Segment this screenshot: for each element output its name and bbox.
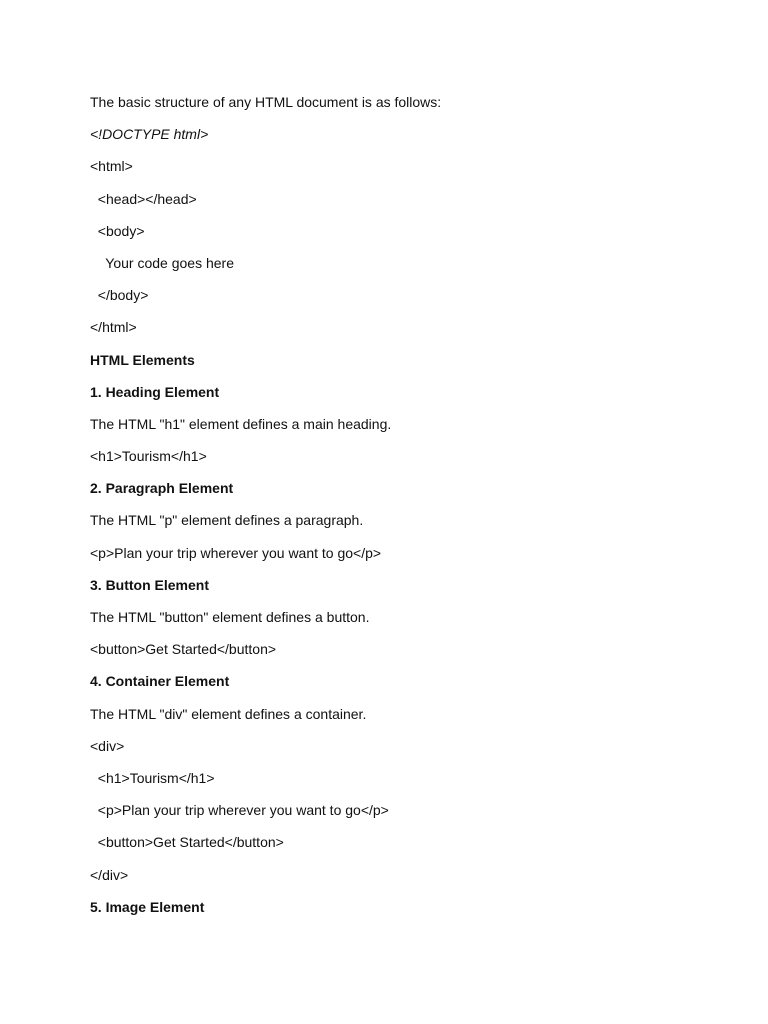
code-example-button: <button>Get Started</button> <box>90 641 277 658</box>
code-line-body-open: <body> <box>90 222 145 239</box>
code-example-h1: <h1>Tourism</h1> <box>90 448 207 465</box>
code-example-div-close: </div> <box>90 866 129 883</box>
code-line-doctype: <!DOCTYPE html> <box>90 126 209 143</box>
subheading-paragraph-element: 2. Paragraph Element <box>90 480 234 497</box>
section-heading-html-elements: HTML Elements <box>90 351 195 368</box>
subheading-button-element: 3. Button Element <box>90 576 210 593</box>
description-paragraph-element: The HTML "p" element defines a paragraph. <box>90 512 364 529</box>
description-container-element: The HTML "div" element defines a container. <box>90 705 367 722</box>
description-button-element: The HTML "button" element defines a button. <box>90 609 370 625</box>
document-body <box>90 93 690 930</box>
code-example-p: <p>Plan your trip wherever you want to go</p> <box>90 544 382 561</box>
subheading-container-element: 4. Container Element <box>90 673 230 690</box>
subheading-image-element: 5. Image Element <box>90 898 205 915</box>
code-line-body-content: Your code goes here <box>90 254 234 271</box>
code-line-html-close: </html> <box>90 319 137 336</box>
code-example-div-button: <button>Get Started</button> <box>90 834 284 851</box>
code-example-div-h1: <h1>Tourism</h1> <box>90 769 215 786</box>
subheading-heading-element: 1. Heading Element <box>90 383 220 400</box>
description-heading-element: The HTML "h1" element defines a main heading. <box>90 415 392 432</box>
code-example-div-p: <p>Plan your trip wherever you want to go</p> <box>90 802 389 819</box>
code-line-html-open: <html> <box>90 158 133 175</box>
code-line-head: <head></head> <box>90 190 197 207</box>
code-example-div-open: <div> <box>90 737 125 754</box>
intro-text: The basic structure of any HTML document is as follows: <box>90 94 442 110</box>
code-line-body-close: </body> <box>90 287 149 304</box>
